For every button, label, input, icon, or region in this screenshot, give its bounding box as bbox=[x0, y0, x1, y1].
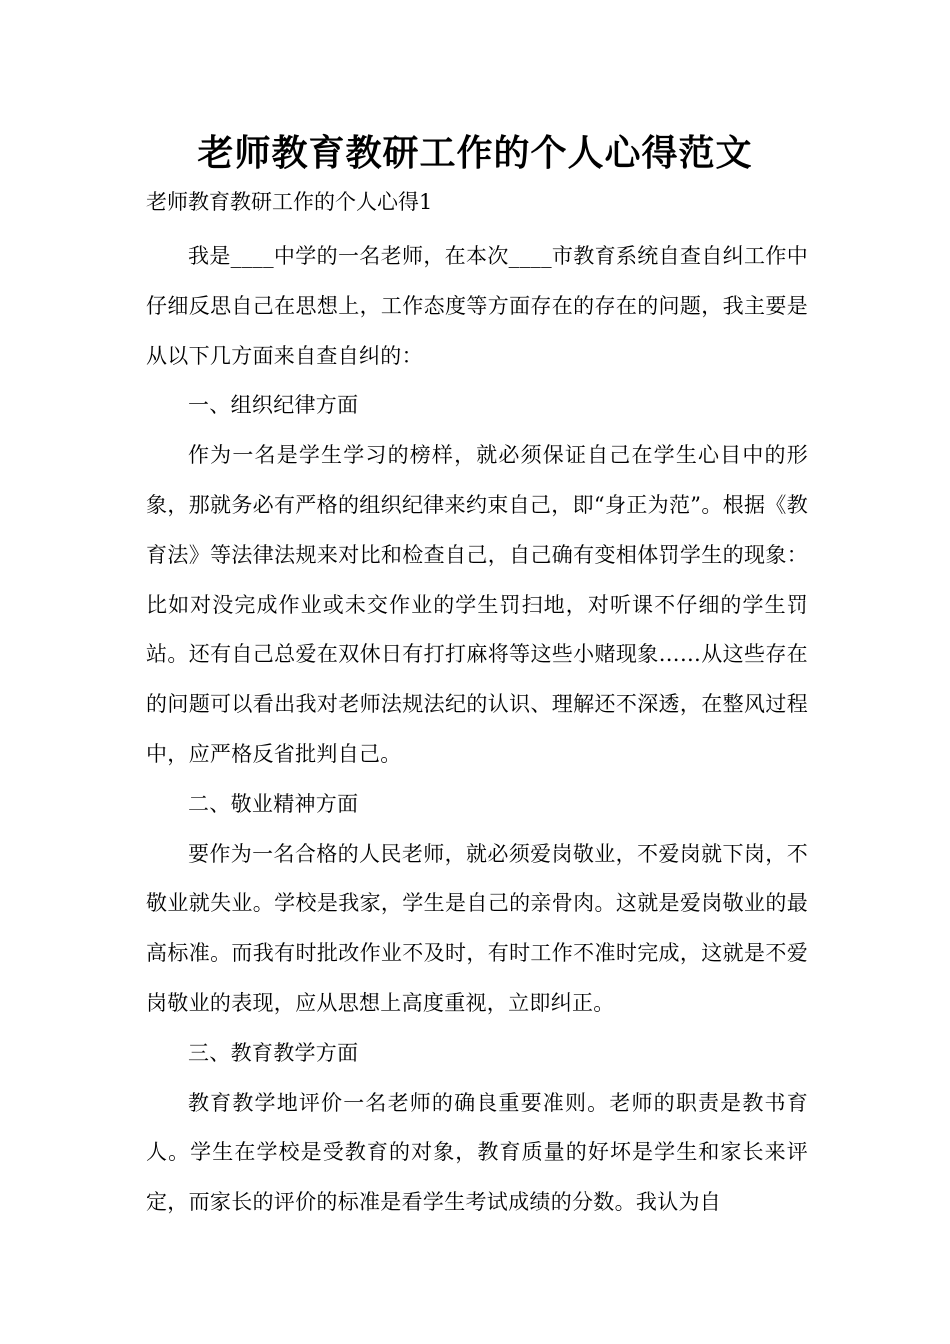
section-heading-teaching: 三、教育教学方面 bbox=[188, 1040, 359, 1065]
section-heading-dedication: 二、敬业精神方面 bbox=[188, 791, 359, 816]
document-title: 老师教育教研工作的个人心得范文 bbox=[197, 132, 753, 174]
dedication-paragraph: 要作为一名合格的人民老师，就必须爱岗敬业，不爱岗就下岗，不敬业就失业。学校是我家，学生是自己的亲骨肉。这就是爱岗敬业的最高标准。而我有时批改作业不及时，有时工作不准时完成，这就是不爱岗敬业的表现，应从思想上高度重视，立即纠正。 bbox=[146, 841, 808, 1015]
teaching-paragraph: 教育教学地评价一名老师的确良重要准则。老师的职责是教书育人。学生在学校是受教育的对象，教育质量的好坏是学生和家长来评定，而家长的评价的标准是看学生考试成绩的分数。我认为自 bbox=[146, 1090, 808, 1215]
section-heading-discipline: 一、组织纪律方面 bbox=[188, 393, 359, 418]
document-body bbox=[146, 232, 808, 1228]
document-subtitle: 老师教育教研工作的个人心得1 bbox=[146, 190, 433, 214]
intro-paragraph: 我是____中学的一名老师，在本次____市教育系统自查自纠工作中仔细反思自己在思想上，工作态度等方面存在的存在的问题，我主要是从以下几方面来自查自纠的： bbox=[146, 244, 808, 368]
discipline-paragraph: 作为一名是学生学习的榜样，就必须保证自己在学生心目中的形象，那就务必有严格的组织纪律来约束自己，即“身正为范”。根据《教育法》等法律法规来对比和检查自己，自己确有变相体罚学生的现象：比如对没完成作业或未交作业的学生罚扫地，对听课不仔细的学生罚站。还有自己总爱在双休日有打打麻将等这些小赌现象……从这些存在的问题可以看出我对老师法规法纪的认识、理解还不深透，在整风过程中，应严格反省批判自己。 bbox=[146, 443, 808, 766]
